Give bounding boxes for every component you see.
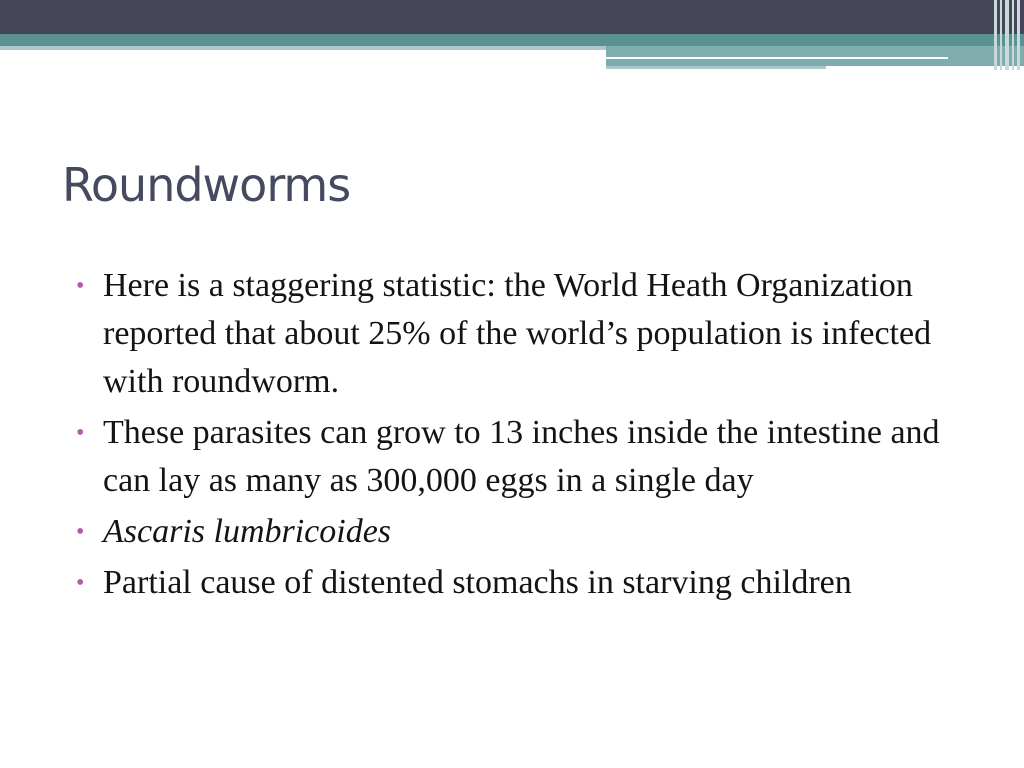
bullet-dot-icon: •	[76, 273, 85, 299]
header-dark-bar	[0, 0, 1024, 34]
bullet-item	[76, 262, 976, 406]
header-white-line	[606, 57, 948, 59]
bullet-text-italic: Ascaris lumbricoides	[103, 513, 392, 550]
bullet-item	[76, 409, 976, 505]
bullet-list	[76, 262, 976, 610]
bullet-text: Here is a staggering statistic: the World Heath Organization reported that about 25% of the world’s population is infected with roundworm.	[103, 267, 932, 400]
header-teal-band	[0, 34, 1024, 46]
bullet-dot-icon: •	[76, 570, 85, 596]
header-teal-short-line	[606, 66, 826, 69]
bullet-text: These parasites can grow to 13 inches inside the intestine and can lay as many as 300,000 eggs in a single day	[103, 414, 940, 499]
header-teal-light-line	[0, 46, 606, 50]
bullet-dot-icon: •	[76, 420, 85, 446]
bullet-text: Partial cause of distented stomachs in starving children	[103, 564, 852, 601]
bullet-item	[76, 559, 976, 607]
header-vertical-stripes	[992, 0, 1024, 70]
bullet-dot-icon: •	[76, 519, 85, 545]
bullet-item	[76, 508, 976, 556]
header-teal-right-block	[606, 46, 1024, 66]
slide-title: Roundworms	[62, 158, 351, 212]
